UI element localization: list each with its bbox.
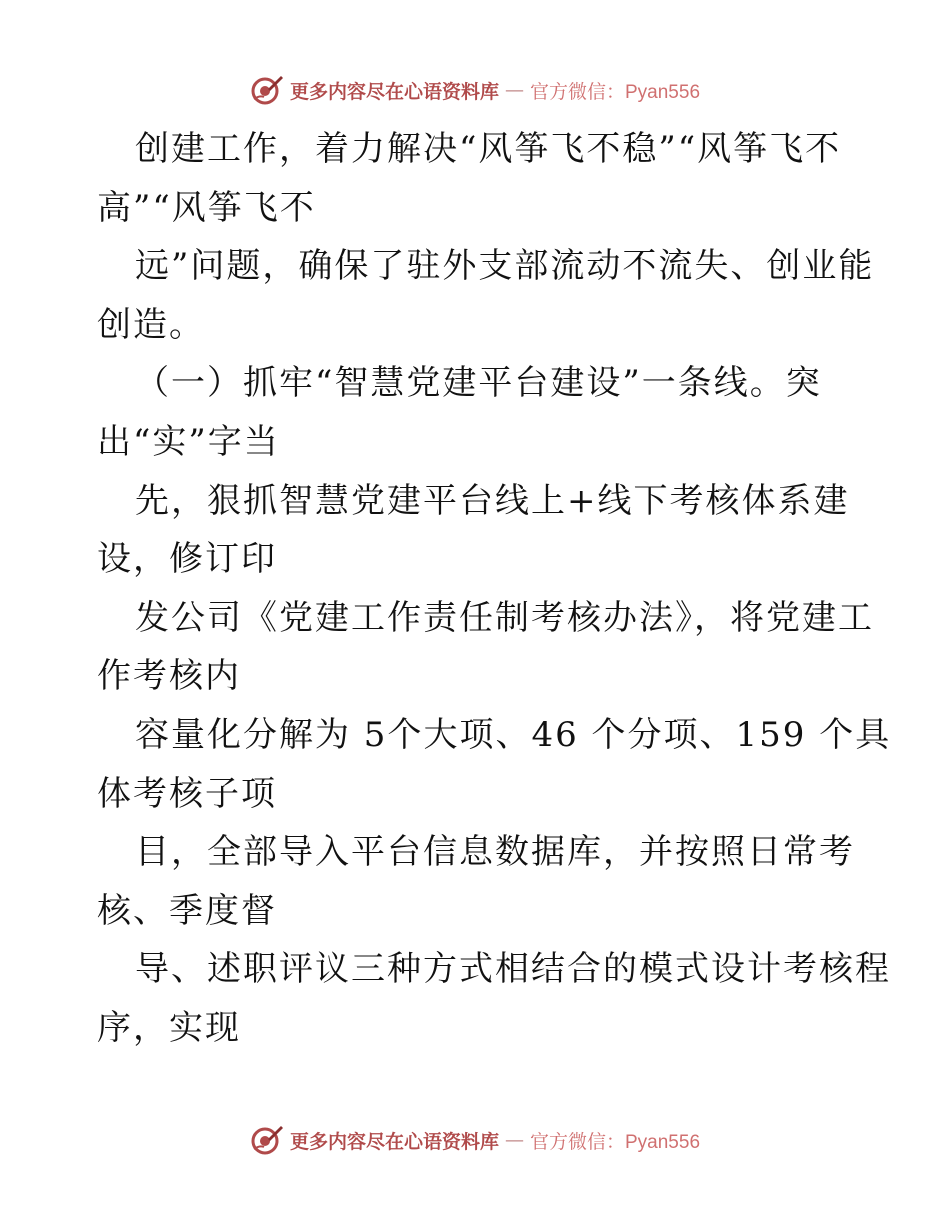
body-line: 出“实”字当 (97, 421, 280, 462)
body-line: 创造。 (97, 304, 205, 345)
body-line: （一）抓牢“智慧党建平台建设”一条线。突 (135, 363, 822, 404)
footer-banner-inner (250, 1123, 700, 1157)
body-line: 先，狠抓智慧党建平台线上+线下考核体系建 (135, 480, 850, 521)
body-line: 导、述职评议三种方式相结合的模式设计考核程 (135, 949, 891, 990)
header-site-text: 更多内容尽在心语资料库 (289, 80, 499, 103)
body-line: 高”“风筝飞不 (97, 187, 316, 228)
body-line: 体考核子项 (97, 773, 277, 814)
body-line: 创建工作，着力解决“风筝飞不稳”“风筝飞不 (135, 129, 842, 169)
header-banner (0, 70, 950, 110)
footer-dash: — (505, 1129, 524, 1151)
body-line: 设，修订印 (97, 539, 277, 580)
body-line: 发公司《党建工作责任制考核办法》，将党建工 (135, 597, 874, 638)
body-line: 作考核内 (97, 656, 241, 697)
header-dash: — (505, 79, 524, 101)
header-banner-inner (250, 73, 700, 107)
brush-logo-icon (250, 73, 284, 107)
footer-site-text: 更多内容尽在心语资料库 (289, 1130, 499, 1153)
body-line: 核、季度督 (97, 890, 277, 931)
body-line: 目，全部导入平台信息数据库，并按照日常考 (135, 832, 855, 873)
body-line: 序，实现 (97, 1007, 241, 1048)
body-line: 远”问题，确保了驻外支部流动不流失、创业能 (135, 246, 875, 287)
body-line: 容量化分解为 5个大项、46 个分项、159 个具 (135, 714, 892, 755)
brush-logo-icon (250, 1123, 284, 1157)
header-wechat-text: 官方微信：Pyan556 (530, 81, 701, 103)
footer-wechat-text: 官方微信：Pyan556 (530, 1131, 701, 1153)
footer-banner (0, 1120, 950, 1160)
document-body (97, 120, 892, 1058)
